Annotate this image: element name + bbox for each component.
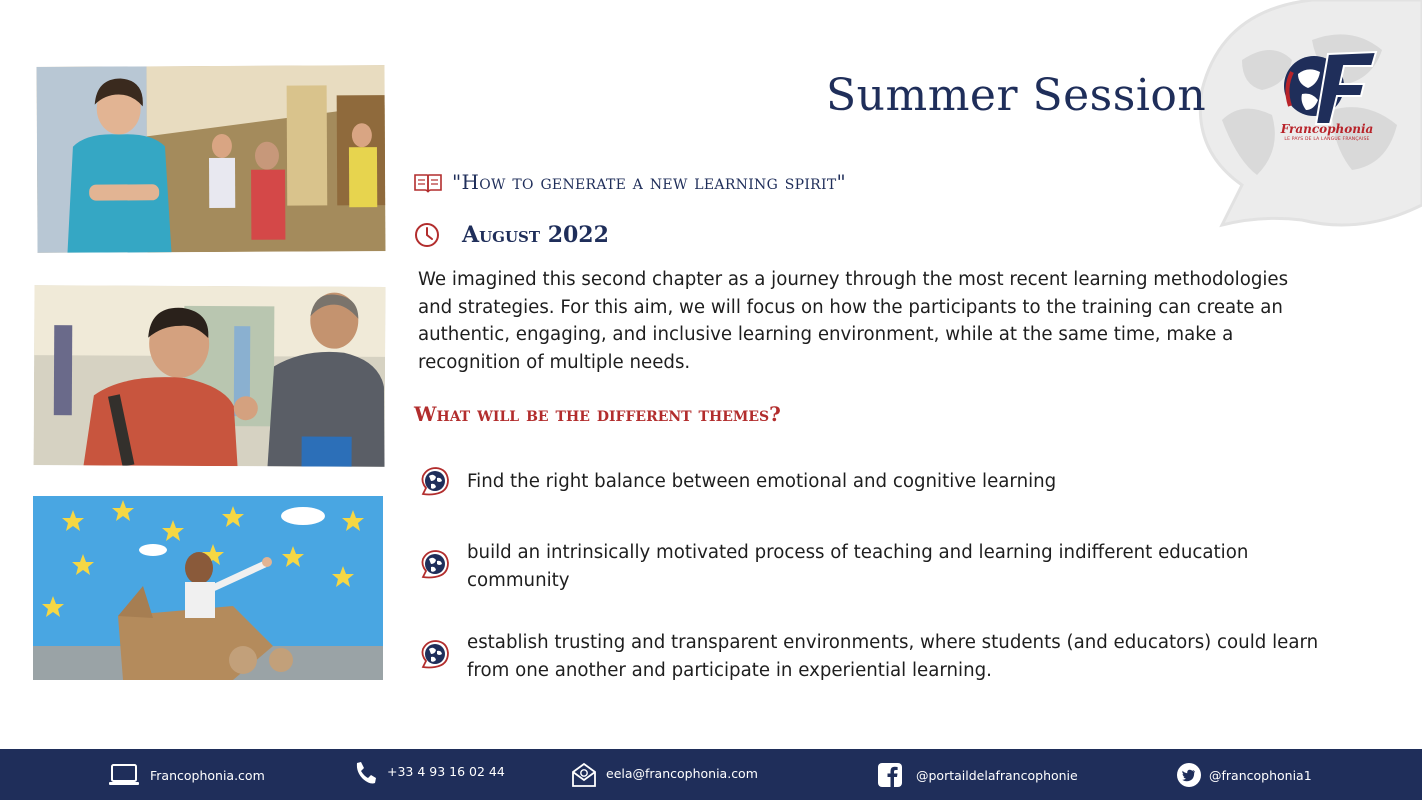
laptop-icon <box>108 763 140 787</box>
globe-bubble-icon <box>419 639 451 671</box>
globe-bubble-icon <box>419 466 451 498</box>
photo-teacher-corridor <box>37 65 386 253</box>
facebook-icon <box>874 763 906 787</box>
theme-text: Find the right balance between emotional and cognitive learning <box>467 471 1057 492</box>
globe-bubble-icon <box>419 549 451 581</box>
list-item <box>419 537 1339 597</box>
intro-paragraph: We imagined this second chapter as a journey through the most recent learning methodologies and strategies. For this aim, we will focus on how the participants to the training can create an authentic, engaging, and inclusive learning environment, while at the same time, make a recognition of multiple needs. <box>418 269 1289 373</box>
list-item <box>419 627 1339 687</box>
twitter-icon <box>1173 763 1205 787</box>
session-subtitle: "How to generate a new learning spirit" <box>452 170 846 194</box>
footer-website[interactable] <box>108 763 265 787</box>
website-link[interactable]: Francophonia.com <box>150 767 265 783</box>
theme-text: establish trusting and transparent environments, where students (and educators) could learn from one another and participate in experiential learning. <box>467 632 1319 681</box>
theme-text: build an intrinsically motivated process of teaching and learning indifferent education community <box>467 542 1249 591</box>
phone-icon <box>349 761 381 785</box>
footer-email[interactable] <box>568 763 758 787</box>
list-item <box>419 466 1339 502</box>
phone-number[interactable]: +33 4 93 16 02 44 <box>387 763 505 779</box>
clock-icon <box>414 222 440 248</box>
logo-wordmark: Francophonia <box>1280 122 1374 136</box>
book-icon <box>413 172 443 194</box>
footer-facebook[interactable] <box>874 763 1078 787</box>
footer-twitter[interactable] <box>1173 763 1312 787</box>
page-title: Summer Session <box>826 70 1207 121</box>
footer-phone[interactable] <box>349 761 505 785</box>
contact-footer <box>0 749 1422 800</box>
facebook-handle[interactable]: @portaildelafrancophonie <box>916 767 1078 783</box>
twitter-handle[interactable]: @francophonia1 <box>1209 767 1312 783</box>
session-date: August 2022 <box>462 222 609 248</box>
themes-heading: What will be the different themes? <box>414 402 781 426</box>
photo-teacher-student <box>34 285 386 467</box>
email-icon <box>568 763 600 787</box>
photo-child-dreaming <box>33 496 383 680</box>
logo-tagline: LE PAYS DE LA LANGUE FRANÇAISE <box>1284 137 1370 142</box>
email-address[interactable]: eela@francophonia.com <box>606 765 758 781</box>
